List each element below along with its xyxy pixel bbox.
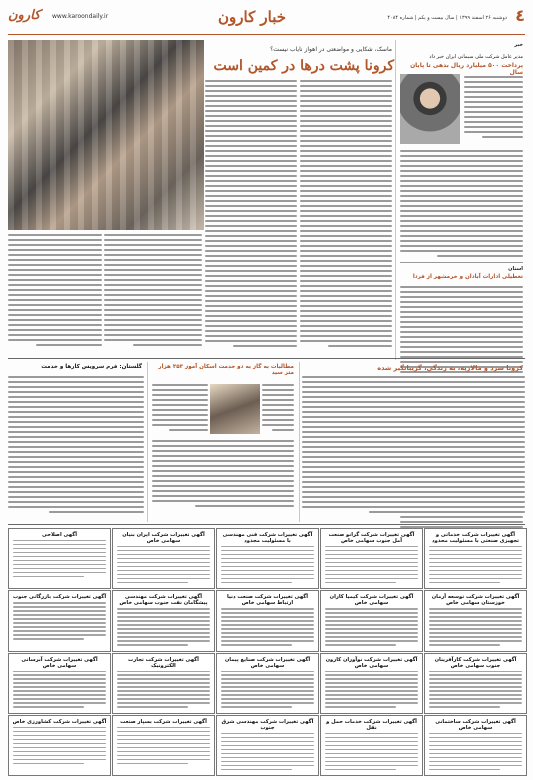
legal-notice-title: آگهی تغییرات شرکت ساختمانی سهامی خاص [435, 718, 516, 731]
left-body-col-2 [8, 234, 102, 354]
legal-notice-title: آگهی تغییرات شرکت آبرسانی سهامی خاص [21, 656, 98, 669]
legal-notice [424, 653, 527, 714]
legal-notice-title: آگهی تغییرات شرکت صنعت دنیا ارتباط سهامی خاص [226, 594, 309, 607]
page-number: ٤ [515, 6, 525, 25]
right-col-2-label: استان [508, 266, 523, 272]
portrait-photo [400, 74, 460, 144]
legal-notice-title: آگهی تغییرات شرکت کشاورزی خاص [12, 718, 107, 725]
legal-notice-title: آگهی تغییرات شرکت مهندسی شرق جنوب [221, 718, 314, 731]
col-divider-3 [147, 362, 148, 522]
mid-story-left-title: گلستان: فرم سرویس کارها و خدمت [41, 364, 142, 370]
mid-story-photo [210, 384, 260, 434]
legal-notice-title: آگهی تغییرات شرکت گرانو صنعت آمل جنوب سهامی خاص [328, 532, 415, 544]
legal-notice-title: آگهی تغییرات شرکت خدمات حمل و نقل [326, 718, 417, 731]
legal-notice-title: آگهی تغییرات شرکت فنی مهندسی با مسئولیت محدود [222, 532, 313, 544]
left-body-col-1 [104, 234, 202, 354]
website-url[interactable]: www.karoondaily.ir [52, 13, 109, 20]
legal-notice [112, 528, 215, 589]
legal-notice-title: آگهی تغییرات شرکت کارآفرینان جنوب سهامی خاص [434, 656, 517, 669]
main-divider [8, 358, 525, 359]
date-line: دوشنبه ۲۶ اسفند ۱۳۹۹ | سال بیست و یکم | شماره ۴۰۸۴ [387, 15, 507, 21]
legal-notice [320, 715, 423, 776]
lead-body-col-2 [205, 80, 297, 352]
newspaper-logo: کارون [8, 8, 41, 23]
legal-notice [112, 590, 215, 651]
legal-notice-title: آگهی تغییرات شرکت صنایع پیمان سهامی خاص [224, 656, 311, 669]
legal-notice-title: آگهی تغییرات شرکت کیمیا کاران سهامی خاص [329, 594, 414, 607]
lead-headline: کرونا پشت درها در کمین است [213, 58, 394, 74]
col-divider-1 [395, 40, 396, 360]
masthead [8, 6, 525, 35]
mid-story-center-title: مطالبات به گاز به دو خدمت اسکان آموز ۳۵۳ هزار متر سید [158, 364, 294, 376]
lead-body-col-1 [300, 80, 392, 352]
ads-divider [8, 524, 525, 525]
legal-notice [112, 715, 215, 776]
legal-notice-title: آگهی تغییرات شرکت مهندسی پیشگامان نفت جنوب سهامی خاص [119, 594, 208, 607]
legal-notice-title: آگهی اصلاحی [42, 532, 77, 538]
legal-notice-title: آگهی تغییرات شرکت نوآوران کارون سهامی خاص [325, 656, 418, 669]
col-divider-2 [299, 362, 300, 522]
legal-notice-title: آگهی تغییرات شرکت بسپار صنعت [120, 718, 207, 725]
lead-kicker: ماسک، شکایی و مواضعتی در اهواز نایاب نیست؟ [270, 46, 392, 53]
legal-notice [216, 715, 319, 776]
legal-notice [424, 715, 527, 776]
legal-notice [424, 590, 527, 651]
legal-notice [320, 528, 423, 589]
mid-story-center [150, 362, 296, 522]
legal-notice [216, 653, 319, 714]
legal-notice [424, 528, 527, 589]
mid-story-right-title: کرونا سرد و مالاریه، به زندگی، گریبانگیر شده [377, 364, 523, 372]
right-col-headline: پرداخت ۵۰۰ میلیارد ریال بدهی تا پایان سال [410, 62, 523, 76]
right-col-2-headline: تعطیلی ادارات آبادان و خرمشهر از فردا [412, 274, 523, 280]
legal-notice [216, 590, 319, 651]
legal-notice [8, 715, 111, 776]
section-title: خبار کارون [218, 8, 287, 26]
legal-notice [320, 653, 423, 714]
right-col-label: خبر [514, 42, 523, 48]
right-col-divider [400, 262, 523, 263]
legal-notice-title: آگهی تغییرات شرکت ایران بنیان سهامی خاص [122, 532, 205, 544]
legal-notice-title: آگهی تغییرات شرکت خدماتی و تجهیزی صنعتی با مسئولیت محدود [431, 532, 519, 544]
mid-story-right [302, 362, 525, 522]
legal-notice-title: آگهی تغییرات شرکت توسعه آرمان خوزستان سهامی خاص [431, 594, 520, 607]
right-col-sub: مدیر عامل شرکت ملی سیمانی ایران خبر داد [429, 54, 523, 60]
legal-notice [216, 528, 319, 589]
legal-notice [8, 528, 111, 589]
legal-notice [112, 653, 215, 714]
legal-notice [8, 653, 111, 714]
right-col-body-top [464, 76, 523, 141]
legal-notice [320, 590, 423, 651]
lead-photo [8, 40, 204, 230]
legal-notice-title: آگهی تغییرات شرکت بازرگانی جنوب [12, 594, 107, 601]
legal-notice-title: آگهی تغییرات شرکت تجارت الکترونیک [128, 656, 199, 669]
mid-story-left [8, 362, 144, 522]
legal-notice [8, 590, 111, 651]
right-col-body [400, 150, 523, 260]
